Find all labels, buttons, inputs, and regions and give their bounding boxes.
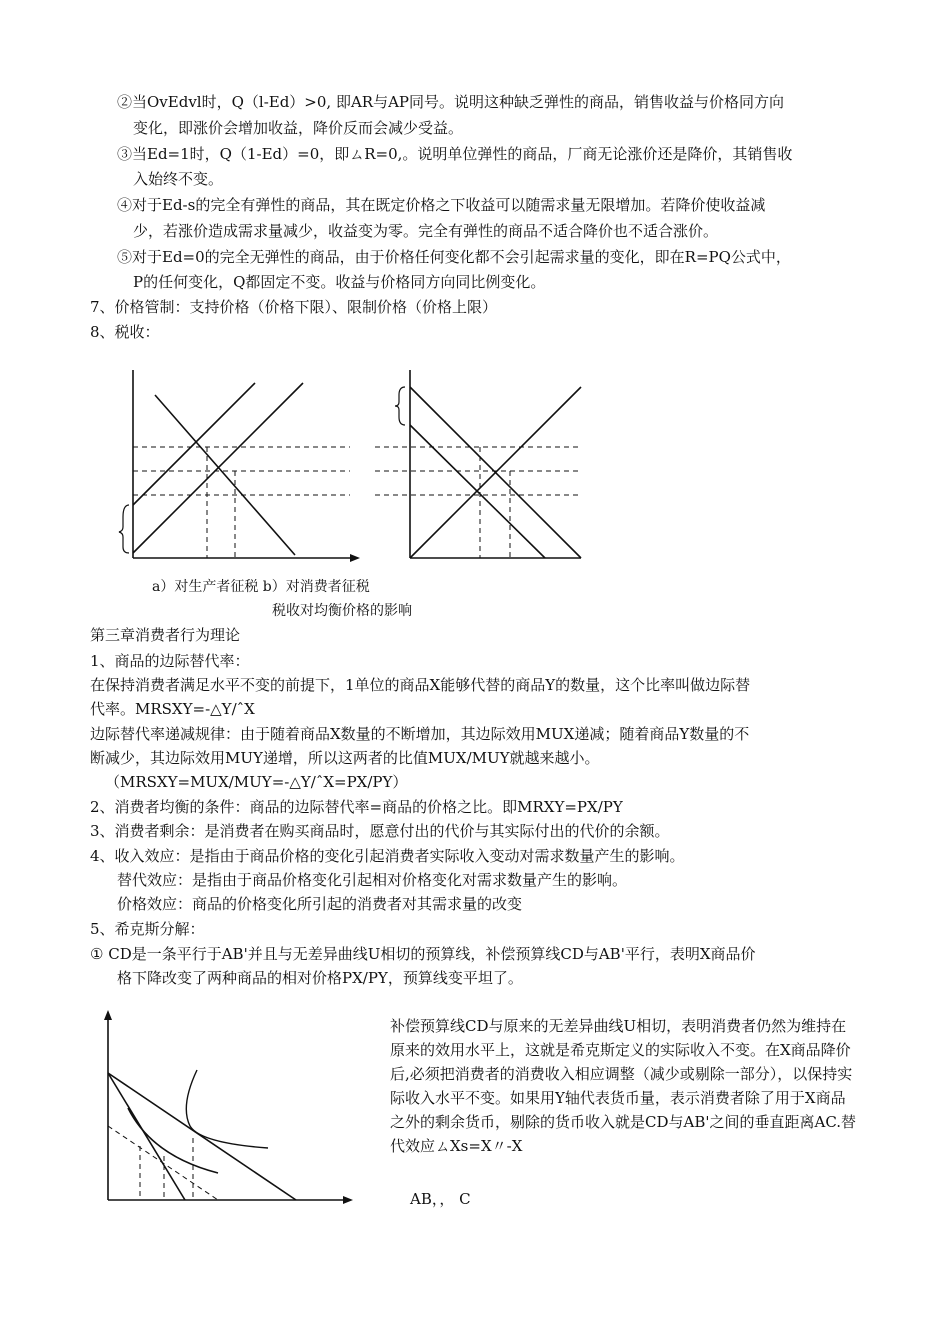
text-line: 少，若涨价造成需求量减少，收益变为零。完全有弹性的商品不适合降价也不适合涨价。	[133, 222, 719, 240]
text-line: AB，， C	[410, 1190, 471, 1208]
text-line: 格下降改变了两种商品的相对价格PX/PY，预算线变平坦了。	[117, 969, 523, 987]
text-line: 价格效应：商品的价格变化所引起的消费者对其需求量的改变	[117, 895, 523, 913]
text-line: ③当Ed=1时，Q（1-Ed）=0，即ㄙR=0,。说明单位弹性的商品，厂商无论涨价还是降价，其销售收	[117, 145, 793, 163]
text-line: 4、收入效应：是指由于商品价格的变化引起消费者实际收入变动对需求数量产生的影响。	[90, 847, 685, 865]
text-line: 2、消费者均衡的条件：商品的边际替代率=商品的价格之比。即MRXY=PX/PY	[90, 798, 623, 816]
text-line: 3、消费者剩余：是消费者在购买商品时，愿意付出的代价与其实际付出的代价的余额。	[90, 822, 670, 840]
indifference-curve-u2	[186, 1070, 268, 1148]
text-line: （MRSXY=MUX/MUY=-△Y/ˆX=PX/PY）	[105, 773, 408, 791]
demand-line	[155, 395, 295, 555]
figure-caption: 税收对均衡价格的影响	[272, 603, 412, 619]
supply-line	[133, 383, 303, 553]
text-line: P的任何变化，Q都固定不变。收益与价格同方向同比例变化。	[133, 273, 546, 291]
text-line: ②当OvEdvl时，Q（l-Ed）>0, 即AR与AP同号。说明这种缺乏弹性的商品，销售收益与价格同方向	[117, 93, 785, 111]
text-line: 断减少，其边际效用MUY递增，所以这两者的比值MUX/MUY就越来越小。	[90, 749, 600, 767]
hicks-decomposition-diagram	[100, 1008, 360, 1208]
text-line: 在保持消费者满足水平不变的前提下，1单位的商品X能够代替的商品Y的数量，这个比率叫做边际替	[90, 676, 751, 694]
text-line: 代率。MRSXY=-△Y/ˆX	[90, 700, 255, 718]
tax-consumer-diagram	[395, 365, 595, 565]
text-line: 替代效应：是指由于商品价格变化引起相对价格变化对需求数量产生的影响。	[117, 871, 628, 889]
chapter-title: 第三章消费者行为理论	[90, 626, 241, 644]
text-line: 入始终不变。	[133, 170, 224, 188]
text-line: 1、商品的边际替代率：	[90, 652, 250, 670]
text-line: 5、希克斯分解：	[90, 920, 205, 938]
tax-producer-diagram	[115, 365, 365, 565]
text-line: 边际替代率递减规律：由于随着商品X数量的不断增加，其边际效用MUX递减；随着商品Y数量的不	[90, 725, 750, 743]
hicks-paragraph: 补偿预算线CD与原来的无差异曲线U相切，表明消费者仍然为维持在原来的效用水平上，这就是希克斯定义的实际收入不变。在X商品降价后,必须把消费者的消费收入相应调整（减少或剔除一部分），以保持实际收入水平不变。如果用Y轴代表货币量，表示消费者除了用于X商品之外的剩余货币，剔除的货币收入就是CD与AB'之间的垂直距离AC.替代效应ㄙXs=X〃-X	[390, 1017, 857, 1155]
budget-line-ab	[108, 1073, 185, 1200]
text-line: 7、价格管制：支持价格（价格下限）、限制价格（价格上限）	[90, 298, 498, 316]
text-line: 8、税收：	[90, 323, 160, 341]
budget-line-ab-prime	[108, 1073, 296, 1200]
text-line: ① CD是一条平行于AB'并且与无差异曲线U相切的预算线，补偿预算线CD与AB'平行，表明X商品价	[90, 945, 756, 963]
text-line: ⑤对于Ed=0的完全无弹性的商品，由于价格任何变化都不会引起需求量的变化，即在R=PQ公式中，	[117, 248, 791, 266]
supply-tax-line	[133, 383, 255, 505]
text-line: ④对于Ed-s的完全有弹性的商品，其在既定价格之下收益可以随需求量无限增加。若降价使收益减	[117, 196, 766, 214]
figure-caption: a）对生产者征税 b）对消费者征税	[152, 579, 370, 595]
text-line: 变化，即涨价会增加收益，降价反而会减少受益。	[133, 119, 464, 137]
